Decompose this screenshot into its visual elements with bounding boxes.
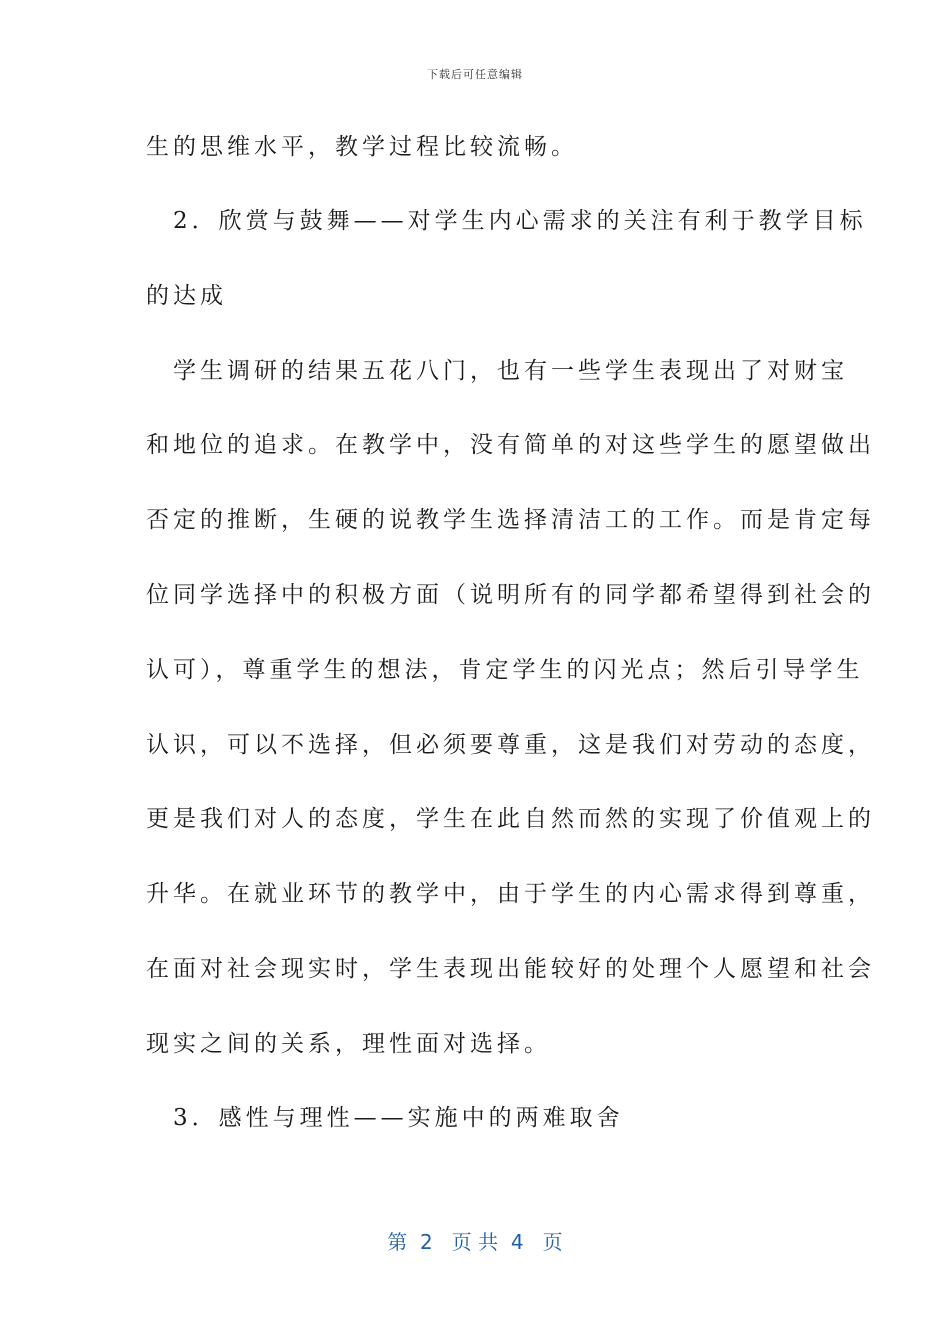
text-line: 更是我们对人的态度，学生在此自然而然的实现了价值观上的 (146, 806, 875, 832)
section-heading: 3．感性与理性——实施中的两难取舍 (146, 1105, 624, 1131)
page-header: 下载后可任意编辑 (427, 68, 523, 81)
text-line: 认可），尊重学生的想法，肯定学生的闪光点；然后引导学生 (146, 657, 864, 683)
text-line: 否定的推断，生硬的说教学生选择清洁工的工作。而是肯定每 (146, 507, 875, 533)
section-heading: 2．欣赏与鼓舞——对学生内心需求的关注有利于教学目标 (146, 208, 867, 234)
text-line: 和地位的追求。在教学中，没有简单的对这些学生的愿望做出 (146, 432, 875, 458)
text-line: 在面对社会现实时，学生表现出能较好的处理个人愿望和社会 (146, 956, 875, 982)
text-line: 认识，可以不选择，但必须要尊重，这是我们对劳动的态度， (146, 732, 875, 758)
text-line: 学生调研的结果五花八门，也有一些学生表现出了对财宝 (146, 358, 848, 384)
text-line: 升华。在就业环节的教学中，由于学生的内心需求得到尊重， (146, 881, 875, 907)
text-line: 生的思维水平，教学过程比较流畅。 (146, 134, 578, 160)
page-number-footer: 第 2 页 共 4 页 (387, 1230, 563, 1254)
text-line: 位同学选择中的积极方面（说明所有的同学都希望得到社会的 (146, 582, 875, 608)
text-line: 现实之间的关系，理性面对选择。 (146, 1031, 551, 1057)
text-line: 的达成 (146, 283, 227, 309)
